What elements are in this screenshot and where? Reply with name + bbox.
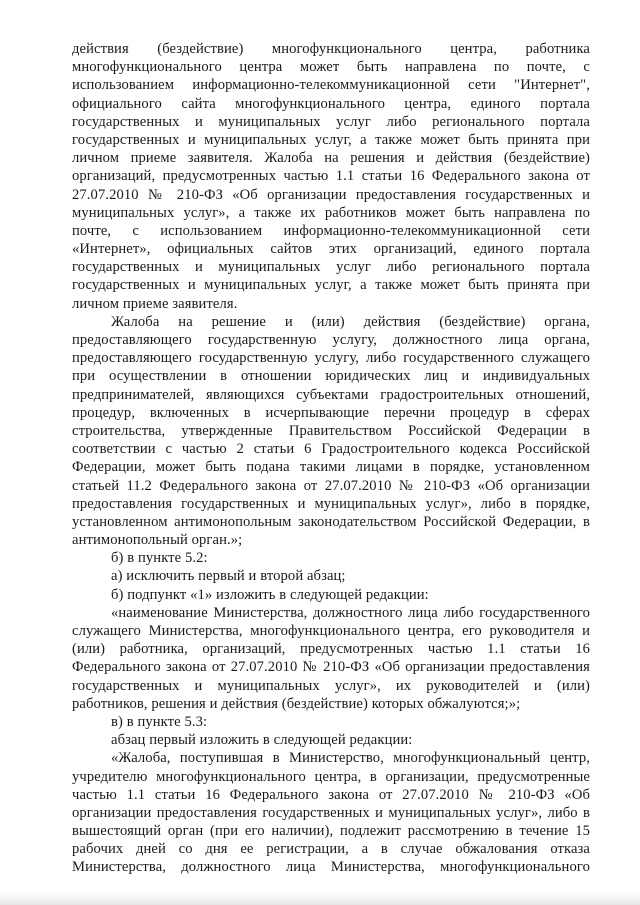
text-line: соответствии с частью 2 статьи 6 Градостроительного кодекса Российской bbox=[72, 441, 590, 458]
text-line: многофункционального центра может быть направлена по почте, с bbox=[72, 59, 590, 76]
text-line: почте, с использованием информационно-телекоммуникационной сети bbox=[72, 222, 590, 239]
text-line: муниципальных услуг», а также их работников может быть направлена по bbox=[72, 204, 590, 221]
text-line: государственных и муниципальных услуг», их руководителей и (или) bbox=[72, 677, 590, 694]
text-line: работников, решения и действия (бездействие) которых обжалуются;»; bbox=[72, 695, 521, 712]
text-line: Федерального закона от 27.07.2010 № 210-ФЗ «Об организации предоставления bbox=[72, 659, 590, 676]
document-page bbox=[72, 40, 590, 877]
text-line: предоставляющего государственную услугу, должностного лица органа, bbox=[72, 332, 590, 348]
text-line: официального сайта многофункционального центра, единого портала bbox=[72, 95, 590, 112]
text-line: Министерства, должностного лица Министерства, многофункционального bbox=[72, 859, 590, 876]
text-line: в) в пункте 5.3: bbox=[111, 713, 208, 730]
text-line: б) подпункт «1» изложить в следующей редакции: bbox=[111, 586, 429, 603]
text-line: процедур, включенных в исчерпывающие перечни процедур в сферах bbox=[72, 404, 590, 421]
text-line: б) в пункте 5.2: bbox=[111, 550, 208, 567]
text-line: предпринимателей, являющихся субъектами градостроительных отношений, bbox=[72, 386, 590, 403]
text-line: учредителю многофункционального центра, в организации, предусмотренные bbox=[72, 768, 590, 785]
text-line: личном приеме заявителя. bbox=[72, 295, 238, 312]
text-line: организации предоставления государственных и муниципальных услуг», либо в bbox=[72, 804, 590, 821]
text-line: использованием информационно-телекоммуникационной сети "Интернет", bbox=[72, 77, 590, 94]
text-line: вышестоящий орган (при его наличии), подлежит рассмотрению в течение 15 bbox=[72, 823, 590, 840]
text-line: антимонопольный орган.»; bbox=[72, 532, 243, 549]
text-line: строительства, утвержденные Правительством Российской Федерации в bbox=[72, 422, 590, 439]
text-line: предоставляющего государственную услугу, либо государственного служащего bbox=[72, 350, 590, 367]
text-line: предоставления государственных и муниципальных услуг», либо в порядке, bbox=[72, 495, 590, 512]
text-line: «наименование Министерства, должностного лица либо государственного bbox=[111, 604, 590, 621]
text-line: абзац первый изложить в следующей редакции: bbox=[111, 732, 413, 749]
text-line: установленном антимонопольным законодательством Российской Федерации, в bbox=[72, 513, 590, 530]
page-bottom-edge bbox=[0, 891, 640, 905]
text-line: при осуществлении в отношении юридических лиц и индивидуальных bbox=[72, 368, 590, 385]
text-line: рабочих дней со дня ее регистрации, а в случае обжалования отказа bbox=[72, 841, 590, 858]
text-line: государственных и муниципальных услуг, а также может быть принята при bbox=[72, 277, 590, 294]
text-line: статьей 11.2 Федерального закона от 27.07.2010 № 210-ФЗ «Об организации bbox=[72, 477, 590, 494]
text-line: служащего Министерства, многофункционального центра, его руководителя и bbox=[72, 623, 590, 639]
text-line: 27.07.2010 № 210-ФЗ «Об организации предоставления государственных и bbox=[72, 186, 590, 203]
text-line: Жалоба на решение и (или) действия (бездействие) органа, bbox=[111, 313, 590, 330]
text-line: «Жалоба, поступившая в Министерство, многофункциональный центр, bbox=[111, 750, 590, 767]
text-line: организаций, предусмотренных частью 1.1 статьи 16 Федерального закона от bbox=[72, 168, 590, 185]
text-line: «Интернет», официальных сайтов этих организаций, единого портала bbox=[72, 241, 590, 258]
text-line: а) исключить первый и второй абзац; bbox=[111, 568, 346, 585]
text-line: государственных и муниципальных услуг либо регионального портала bbox=[72, 259, 590, 276]
text-line: действия (бездействие) многофункционального центра, работника bbox=[72, 41, 590, 57]
text-line: государственных и муниципальных услуг либо регионального портала bbox=[72, 113, 590, 130]
text-line: государственных и муниципальных услуг, а также может быть принята при bbox=[72, 131, 590, 148]
text-line: личном приеме заявителя. Жалоба на решения и действия (бездействие) bbox=[72, 150, 590, 167]
text-line: Федерации, может быть подана такими лицами в порядке, установленном bbox=[72, 459, 590, 476]
text-line: (или) работника, организаций, предусмотренных частью 1.1 статьи 16 bbox=[72, 641, 590, 658]
text-line: частью 1.1 статьи 16 Федерального закона от 27.07.2010 № 210-ФЗ «Об bbox=[72, 786, 590, 803]
